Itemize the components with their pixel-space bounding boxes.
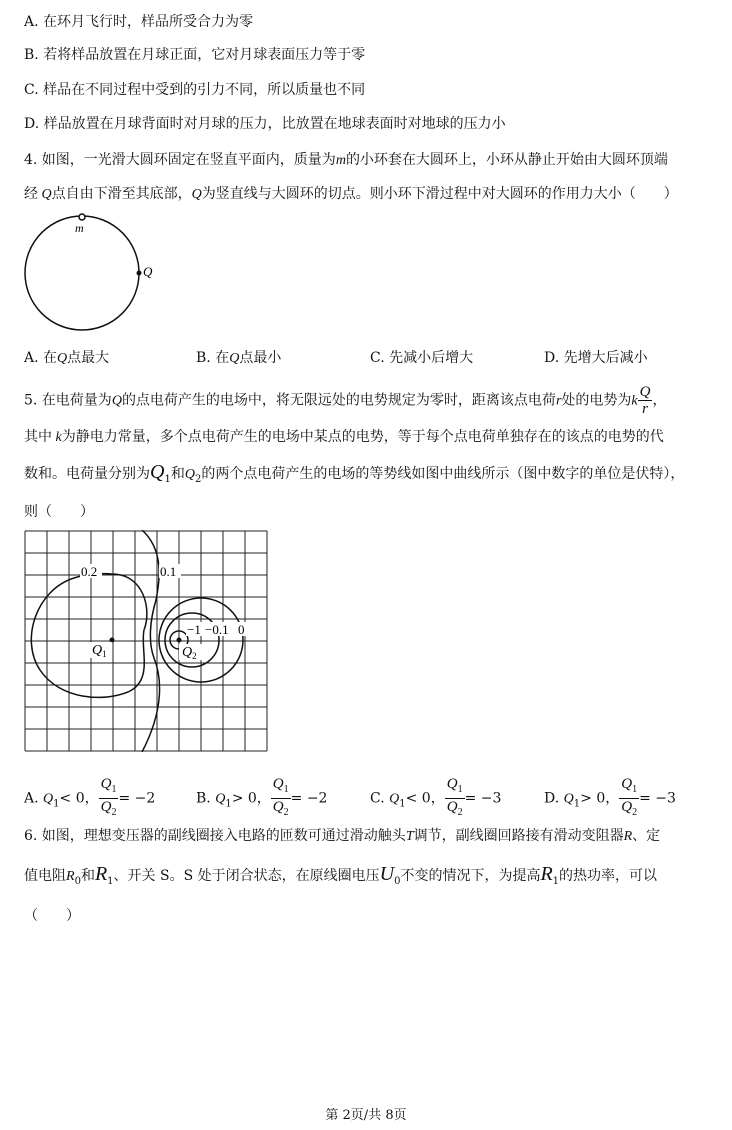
q4-stem-line1: 4. 如图，一光滑大圆环固定在竖直平面内，质量为m的小环套在大圆环上，小环从静止开始由大圆环顶端 xyxy=(24,152,668,168)
q6-answer-blank: （ ） xyxy=(24,908,80,924)
q4-option-c: C. 先减小后增大 xyxy=(370,350,474,366)
label-q2: $Q_2$ xyxy=(182,645,197,661)
small-ring xyxy=(79,214,85,220)
charge-q1 xyxy=(110,638,115,643)
q4-option-a: A. 在Q点最大 xyxy=(24,350,110,366)
q4-option-b: B. 在Q点最小 xyxy=(196,350,282,366)
q5-stem-line3: 数和。电荷量分别为$Q_1$和$Q_2$的两个点电荷产生的电场的等势线如图中曲线所示（图中数字的单位是伏特）， xyxy=(24,461,685,485)
grid xyxy=(25,531,267,751)
label-0.2: 0.2 xyxy=(81,564,98,579)
q3-option-b: B. 若将样品放置在月球正面，它对月球表面压力等于零 xyxy=(24,47,366,63)
q4-stem-line2: 经 Q点自由下滑至其底部，Q为竖直线与大圆环的切点。则小环下滑过程中对大圆环的作用力大小（ ） xyxy=(24,186,678,202)
q4-option-d: D. 先增大后减小 xyxy=(544,350,648,366)
q3-option-c: C. 样品在不同过程中受到的引力不同，所以质量也不同 xyxy=(24,82,366,98)
q5-stem-line4: 则（ ） xyxy=(24,504,94,520)
label-q1: $Q_1$ xyxy=(92,643,107,659)
potential-fraction: $\frac{Q}{r}$ xyxy=(639,384,651,417)
q4-circle-figure xyxy=(18,210,178,340)
q5-stem-line1: 5. 在电荷量为Q的点电荷产生的电场中，将无限远处的电势规定为零时，距离该点电荷r处的电势为k $\frac{Q}{r}$ ， xyxy=(24,384,667,417)
q5-option-b: B. $Q_1> 0$， $\frac{Q_1}{Q_2}$ = −2 xyxy=(196,776,328,818)
label-minus-1: −1 xyxy=(187,622,201,637)
q6-stem-line2: 值电阻$R_0$和$R_1$、开关 S。S 处于闭合状态，在原线圈电压$U_0$不变的情况下，为提高$R_1$的热功率，可以 xyxy=(24,863,658,887)
q6-stem-line1: 6. 如图，理想变压器的副线圈接入电路的匝数可通过滑动触头T调节，副线圈回路接有滑动变阻器R、定 xyxy=(24,828,661,844)
label-q: Q xyxy=(143,264,153,279)
q5-option-c: C. $Q_1< 0$， $\frac{Q_1}{Q_2}$ = −3 xyxy=(370,776,502,818)
q3-option-d: D. 样品放置在月球背面时对月球的压力，比放置在地球表面时对地球的压力小 xyxy=(24,116,506,132)
page-number: 第 2页/共 8页 xyxy=(325,1108,407,1123)
equipotential-0.2 xyxy=(31,574,147,698)
label-0: 0 xyxy=(238,622,245,637)
q3-option-a: A. 在环月飞行时，样品所受合力为零 xyxy=(24,14,254,30)
label-m: m xyxy=(75,221,84,235)
point-q xyxy=(137,271,142,276)
q5-option-a: A. $Q_1< 0$， $\frac{Q_1}{Q_2}$ = −2 xyxy=(24,776,156,818)
charge-q2 xyxy=(177,638,182,643)
label-0.1: 0.1 xyxy=(160,564,177,579)
q5-equipotential-figure xyxy=(24,530,268,752)
label-minus-0.1: −0.1 xyxy=(205,622,229,637)
q5-stem-line2: 其中 k为静电力常量，多个点电荷产生的电场中某点的电势，等于每个点电荷单独存在的该点的电势的代 xyxy=(24,429,664,445)
q5-option-d: D. $Q_1> 0$， $\frac{Q_1}{Q_2}$ = −3 xyxy=(544,776,676,818)
